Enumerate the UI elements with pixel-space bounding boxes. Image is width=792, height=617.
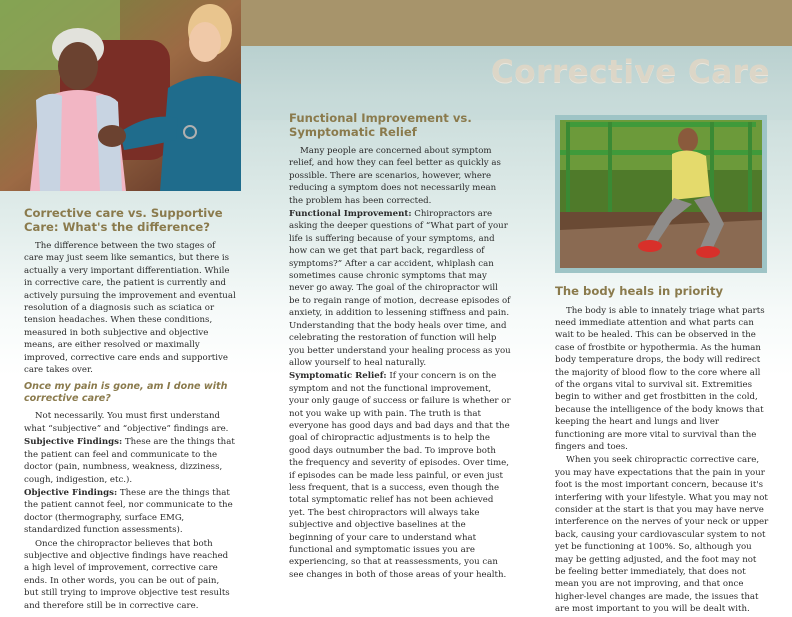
section-heading-body-heals: The body heals in priority (555, 284, 724, 298)
functional-improvement-label: Functional Improvement: (289, 209, 412, 220)
paragraph: The body is able to innately triage what parts need immediate attention and what parts can wait to be healed. This can be observed in the case of frostbite or hypothermia. As the human body temperature drops, the body will redirect the majority of blood flow to the core where all of the organs vital to survival sit. Extremities begin to wither and get frostbitten in the cold, because the intelligence of the body knows that keeping the heart and lungs and liver functioning are more vital to survival than the fingers and toes. (555, 305, 765, 452)
section-heading-functional-vs-symptomatic: Functional Improvement vs. Symptomatic Relief (289, 111, 472, 139)
paragraph: When you seek chiropractic corrective care, you may have expectations that the pain in your foot is the most important concern, because it's interfering with your lifestyle. What you may not consider at the start is that you may have nerve interference on the nerves of your neck or upper back, causing your cardiovascular system to not yet be functioning at 100%. So, although you may be getting adjusted, and the foot may not be feeling better immediately, that does not mean you are not improving, and that once higher-level changes are made, the issues that are most important to you will be dealt with. (555, 455, 769, 615)
photo-man-sitting (555, 115, 767, 273)
subjective-findings-text: These are the things that the patient can feel and communicate to the doctor (pain, numbness, weakness, dizziness, cough, indigestion, etc.). (24, 437, 235, 485)
subjective-findings-label: Subjective Findings: (24, 437, 123, 448)
functional-improvement-text: Chiropractors are asking the deeper questions of “What part of your life is suffering because of your symptoms, and how can we get that part back, regardless of symptoms?” After a car accident, whiplash can sometimes cause chronic symptoms that may never go away. The goal of the chiropractor will be to regain range of motion, decrease episodes of anxiety, in addition to lessening stiffness and pain. Understanding that the body heals over time, and celebrating the restoration of function will help you better understand your healing process as you allow yourself to heal naturally. (289, 209, 511, 368)
column-middle (289, 112, 511, 582)
photo-nurse-patient (0, 0, 241, 191)
objective-findings-paragraph (24, 487, 236, 537)
objective-findings-text: These are the things that the patient cannot feel, nor communicate to the doctor (thermography, surface EMG, standardized function assessments). (24, 487, 233, 536)
symptomatic-relief-label: Symptomatic Relief: (289, 371, 387, 382)
page-title: Corrective Care (491, 54, 770, 90)
objective-findings-label: Objective Findings: (24, 487, 118, 498)
subjective-findings-paragraph (24, 436, 236, 486)
functional-improvement-paragraph (289, 208, 511, 369)
column-right (555, 285, 769, 617)
paragraph: The difference between the two stages of care may just seem like semantics, but there is actually a very important differentiation. While in corrective care, the patient is currently and actively pursuing the improvement and eventual resolution of a diagnosis such as sciatica or tension headaches. When these conditions, measured in both subjective and objective means, are either resolved or maximally improved, corrective care ends and supportive care takes over. (24, 241, 236, 376)
paragraph: Many people are concerned about symptom relief, and how they can feel better as quickly as possible. There are scenarios, however, where reducing a symptom does not necessarily mean the problem has been corrected. (289, 146, 501, 206)
paragraph: Not necessarily. You must first understand what “subjective” and “objective” findings are. (24, 411, 229, 434)
symptomatic-relief-text: If your concern is on the symptom and not the functional improvement, your only gauge of success or failure is whether or not you wake up with pain. The truth is that everyone has good days and bad days and that the goal of chiropractic adjustments is to help the good days outnumber the bad. To improve both the frequency and severity of episodes. Over time, if episodes can be made less painful, or even just less frequent, that is a success, even though the total symptomatic relief has not been achieved yet. The best chiropractors will always take subjective and objective baselines at the beginning of your care to understand what functional and symptomatic issues you are experiencing, so that at reassessments, you can see changes in both of those areas of your health. (289, 371, 511, 580)
section-heading-corrective-vs-supportive: Corrective care vs. Supportive Care: What's the difference? (24, 206, 223, 234)
symptomatic-relief-paragraph (289, 370, 511, 581)
paragraph: Once the chiropractor believes that both subjective and objective findings have reached a high level of improvement, corrective care ends. In other words, you can be out of pain, but still trying to improve objective test results and therefore still be in corrective care. (24, 538, 230, 611)
column-left (24, 207, 236, 613)
subheading-pain-gone: Once my pain is gone, am I done with corrective care? (24, 381, 228, 405)
